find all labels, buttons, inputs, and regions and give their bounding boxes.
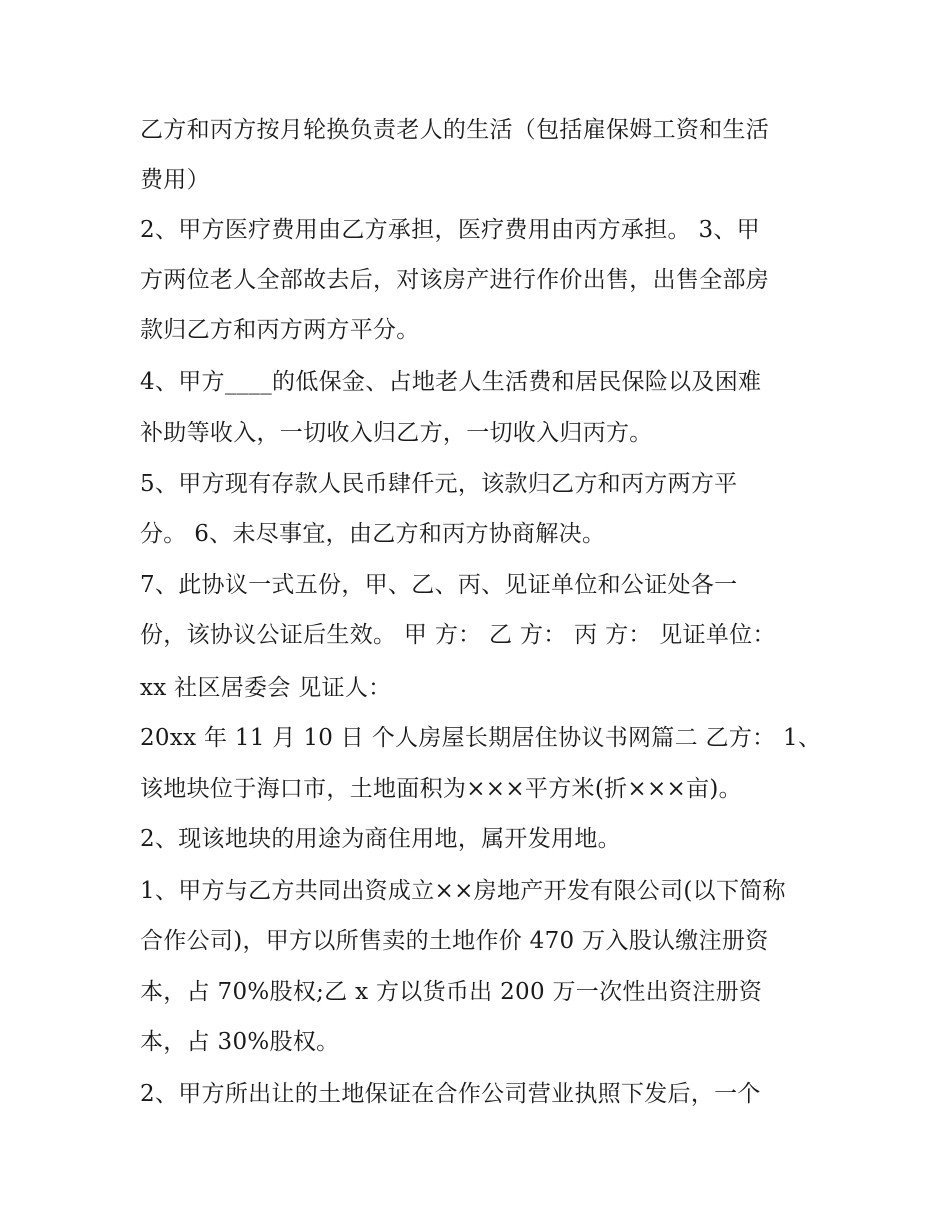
text-line: 乙方和丙方按月轮换负责老人的生活（包括雇保姆工资和生活	[140, 117, 770, 143]
text-line: 款归乙方和丙方两方平分。	[140, 317, 420, 343]
text-line: 2、甲方医疗费用由乙方承担，医疗费用由丙方承担。 3、甲	[140, 217, 760, 243]
text-line: xx 社区居委会 见证人：	[140, 675, 392, 701]
text-line: 费用）	[140, 167, 210, 193]
text-line: 2、现该地块的用途为商住用地，属开发用地。	[140, 826, 621, 852]
text-line: 合作公司)，甲方以所售卖的土地作价 470 万入股认缴注册资	[140, 928, 769, 954]
text-line: 7、此协议一式五份，甲、乙、丙、见证单位和公证处各一	[140, 572, 738, 598]
text-line: 方两位老人全部故去后，对该房产进行作价出售，出售全部房	[140, 267, 770, 293]
text-line: 5、甲方现有存款人民币肆仟元，该款归乙方和丙方两方平	[140, 471, 738, 497]
text-line: 份，该协议公证后生效。 甲 方： 乙 方： 丙 方： 见证单位：	[140, 622, 776, 648]
text-line: 1、甲方与乙方共同出资成立××房地产开发有限公司(以下简称	[140, 878, 786, 904]
text-line: 本，占 70%股权;乙 x 方以货币出 200 万一次性出资注册资	[140, 979, 763, 1005]
text-line: 本，占 30%股权。	[140, 1029, 340, 1055]
text-line: 20xx 年 11 月 10 日 个人房屋长期居住协议书网篇二 乙方： 1、	[140, 725, 822, 751]
text-line: 补助等收入，一切收入归乙方，一切收入归丙方。	[140, 420, 653, 446]
text-line: 4、甲方____的低保金、占地老人生活费和居民保险以及困难	[140, 369, 762, 395]
text-line: 2、甲方所出让的土地保证在合作公司营业执照下发后，一个	[140, 1081, 761, 1107]
text-line: 该地块位于海口市，土地面积为×××平方米(折×××亩)。	[140, 776, 742, 802]
text-line: 分。 6、未尽事宜，由乙方和丙方协商解决。	[140, 521, 606, 547]
